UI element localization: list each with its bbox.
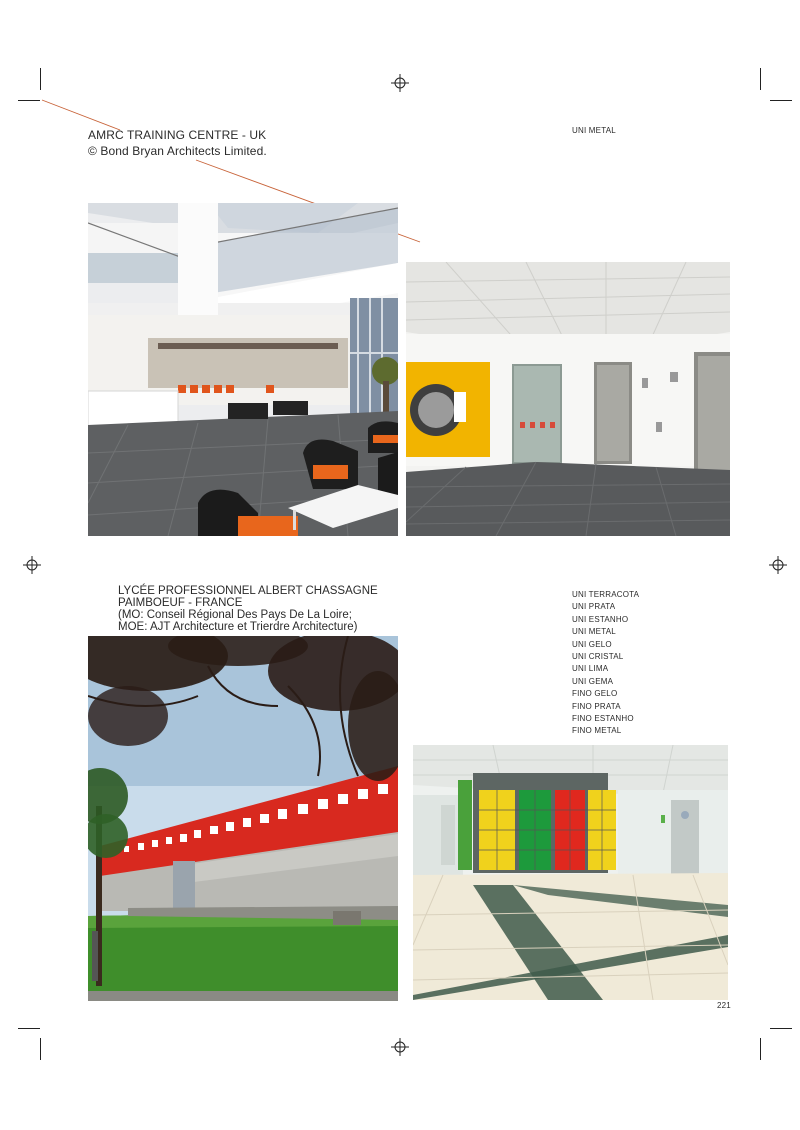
crop-mark xyxy=(40,1038,41,1060)
project-location: PAIMBOEUF - FRANCE xyxy=(118,597,243,609)
list-item: UNI LIMA xyxy=(572,664,609,674)
crop-mark xyxy=(770,1028,792,1029)
list-item: FINO ESTANHO xyxy=(572,714,634,724)
photo-credit: © Bond Bryan Architects Limited. xyxy=(88,144,267,158)
page-number: 221 xyxy=(717,1001,731,1010)
lobby-photo xyxy=(406,262,730,536)
list-item: UNI GEMA xyxy=(572,676,614,686)
registration-mark-icon xyxy=(769,556,787,574)
list-item: UNI ESTANHO xyxy=(572,614,629,624)
project-architect: MOE: AJT Architecture et Trierdre Architecture) xyxy=(118,621,358,633)
list-item: FINO PRATA xyxy=(572,701,621,711)
list-item: FINO GELO xyxy=(572,689,618,699)
atrium-photo xyxy=(88,203,398,536)
crop-mark xyxy=(760,1038,761,1060)
school-exterior-photo xyxy=(88,636,398,1001)
locker-corridor-photo xyxy=(413,745,728,1000)
crop-mark xyxy=(18,1028,40,1029)
project-client: (MO: Conseil Régional Des Pays De La Loire; xyxy=(118,609,352,621)
registration-mark-icon xyxy=(23,556,41,574)
list-item: UNI GELO xyxy=(572,639,612,649)
list-item: UNI METAL xyxy=(572,627,616,637)
project-title: AMRC TRAINING CENTRE - UK xyxy=(88,128,267,142)
list-item: UNI CRISTAL xyxy=(572,652,624,662)
list-item: UNI PRATA xyxy=(572,602,616,612)
list-item: UNI TERRACOTA xyxy=(572,590,640,599)
project-title: LYCÉE PROFESSIONNEL ALBERT CHASSAGNE xyxy=(118,585,378,597)
product-list xyxy=(572,589,639,738)
product-label: UNI METAL xyxy=(572,126,616,135)
registration-mark-icon xyxy=(391,1038,409,1056)
list-item: FINO METAL xyxy=(572,726,622,736)
